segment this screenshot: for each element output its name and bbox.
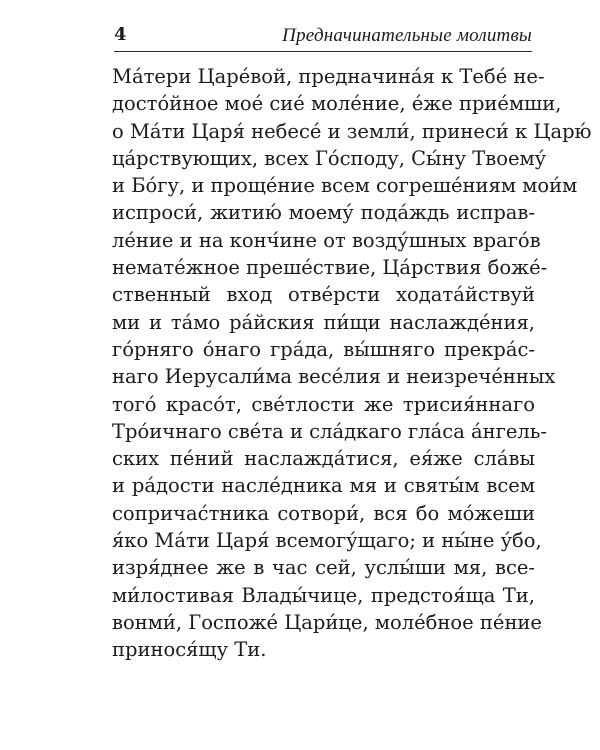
running-title: Предначинательные молитвы [282,25,532,46]
text-line: Ма́тери Царе́вой, предначина́я к Тебе́ не- [112,65,545,88]
text-line: нематéжное преше́ствие, Ца́рствия боже́- [112,256,548,280]
page-number: 4 [114,24,127,45]
text-line: испроси́, житию́ моему́ пода́ждь исправ- [112,201,535,225]
header-rule [114,51,532,52]
text-line: Тро́ичнаго све́та и сла́дкаго гла́са а́нгель- [112,419,547,443]
text-line: и ра́дости насле́дника мя и святы́м всем [112,474,535,498]
text-line: сопричас́тника сотвори́, вся бо мо́жеши [112,501,535,525]
text-line: ле́ние и на конч́ине от возду́шных враго́в [112,228,541,252]
text-line: ми́лостивая Влады́чице, предстоя́ща Ти, [112,583,535,607]
text-line: я́ко Ма́ти Царя́ всемогу́щаго; и ны́не у́бо, [112,529,542,553]
text-line: вонми́, Госпоже́ Цари́це, моле́бное пе́ние [112,610,542,634]
text-line: го́рняго о́наго гра́да, вы́шняго прекра́с- [112,337,535,361]
text-line: ских пе́ний наслажда́тися, ея́же сла́вы [112,447,535,471]
text-line: ми и та́мо ра́йския пи́щи наслажде́ния, [112,310,535,334]
running-header [114,22,532,48]
text-line: ственный вход отве́рсти ходата́йствуй [112,283,535,307]
text-line: изря́днее же в час сей, услы́ши мя, все- [112,556,535,580]
text-line: принося́щу Ти. [112,638,267,662]
text-line: досто́йное мое́ сие́ моле́ние, е́же прие́мши, [112,92,562,116]
text-line: и Бо́гу, и проще́ние всем согреше́ниям мои́м [112,174,578,198]
prayer-text [112,63,592,664]
text-line: о Ма́ти Царя́ небесе́ и земли́, принеси́ к Царю́ [112,119,592,143]
text-line: того́ красо́т, све́тлости же трисия́ннаго [112,392,535,416]
text-line: ца́рствующих, всех Го́споду, Сы́ну Твоему́ [112,146,547,170]
text-line: наго Иерусали́ма весе́лия и неизрече́нных [112,365,556,389]
